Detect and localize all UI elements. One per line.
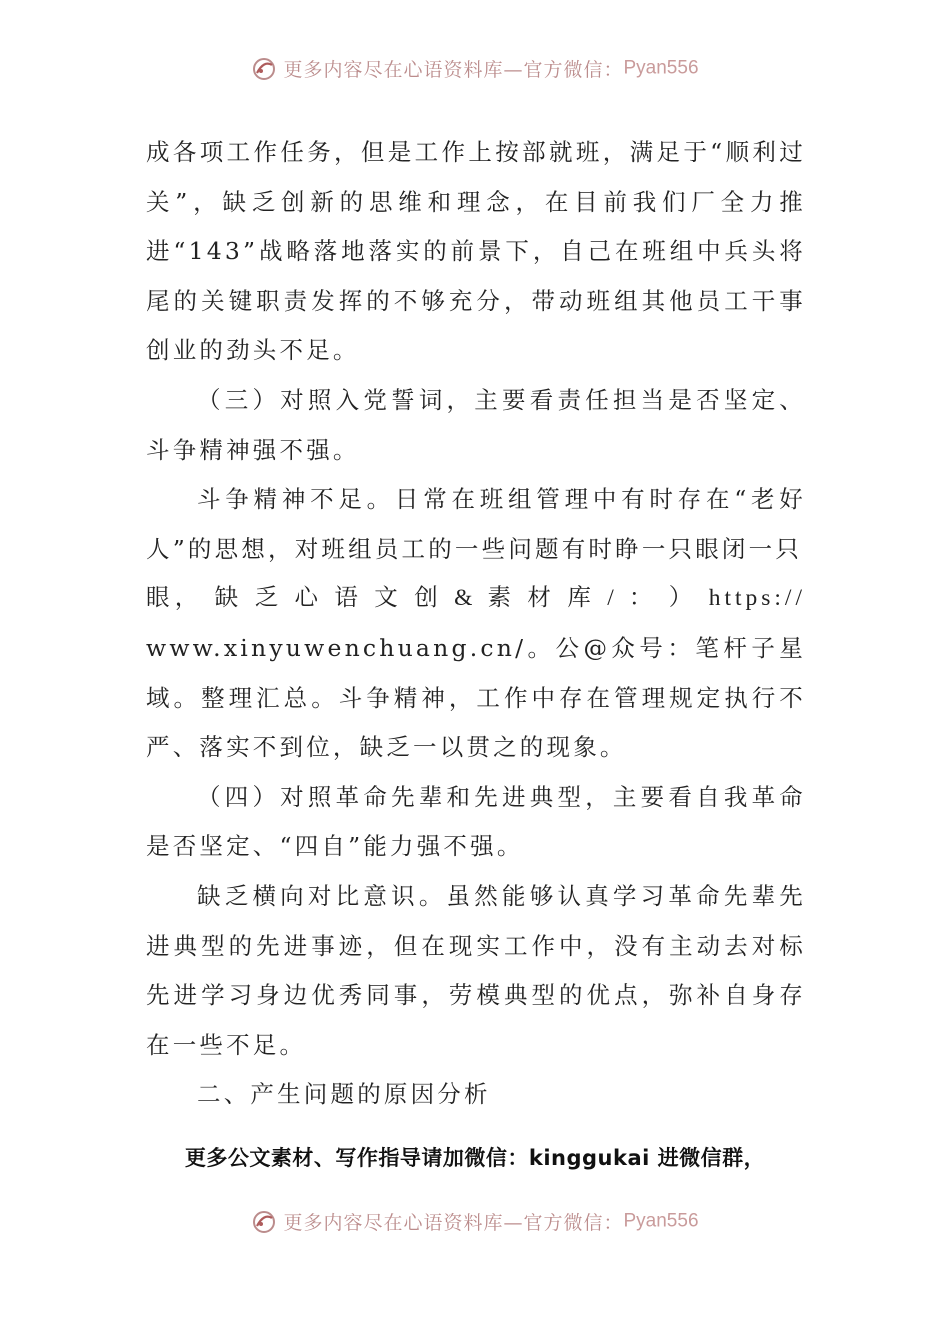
section-2-heading: 二、产生问题的原因分析 — [197, 1080, 491, 1109]
header-watermark — [0, 55, 950, 82]
paragraph-3c: www.xinyuwenchuang.cn/。公@众号：笔杆子星域。整理汇总。斗争精神，工作中存在管理规定执行不严、落实不到位，缺乏一以贯之的现象。 — [146, 633, 806, 762]
watermark-wechat-id: Pyan556 — [623, 57, 699, 79]
paragraph-1: 成各项工作任务，但是工作上按部就班，满足于“顺利过关”，缺乏创新的思维和理念，在目前我们厂全力推进“143”战略落地落实的前景下，自己在班组中兵头将尾的关键职责发挥的不够充分，带动班组其他员工干事创业的劲头不足。 — [146, 138, 806, 365]
watermark-wechat-id: Pyan556 — [623, 1210, 699, 1232]
promo-line: 更多公文素材、写作指导请加微信：kinggukai 进微信群， — [184, 1146, 766, 1170]
xinyu-logo-icon — [251, 1209, 277, 1235]
paragraph-4: 缺乏横向对比意识。虽然能够认真学习革命先辈先进典型的先进事迹，但在现实工作中，没有主动去对标先进学习身边优秀同事，劳模典型的优点，弥补自身存在一些不足。 — [146, 881, 806, 1059]
subheading-4: （四）对照革命先辈和先进典型，主要看自我革命是否坚定、“四自”能力强不强。 — [146, 782, 806, 861]
paragraph-3a: 斗争精神不足。日常在班组管理中有时存在“老好人”的思想，对班组员工的一些问题有时睁一只眼闭一只 — [146, 485, 806, 563]
paragraph-3b: 眼， 缺 乏 心 语 文 创 & 素 材 库 / ： ） https:// — [146, 585, 806, 612]
xinyu-logo-icon — [251, 56, 277, 82]
footer-watermark — [0, 1208, 950, 1235]
subheading-3: （三）对照入党誓词，主要看责任担当是否坚定、斗争精神强不强。 — [146, 385, 806, 464]
body-text — [146, 128, 806, 1120]
watermark-text: 更多内容尽在心语资料库—官方微信： — [283, 59, 624, 81]
watermark-text: 更多内容尽在心语资料库—官方微信： — [283, 1212, 624, 1234]
